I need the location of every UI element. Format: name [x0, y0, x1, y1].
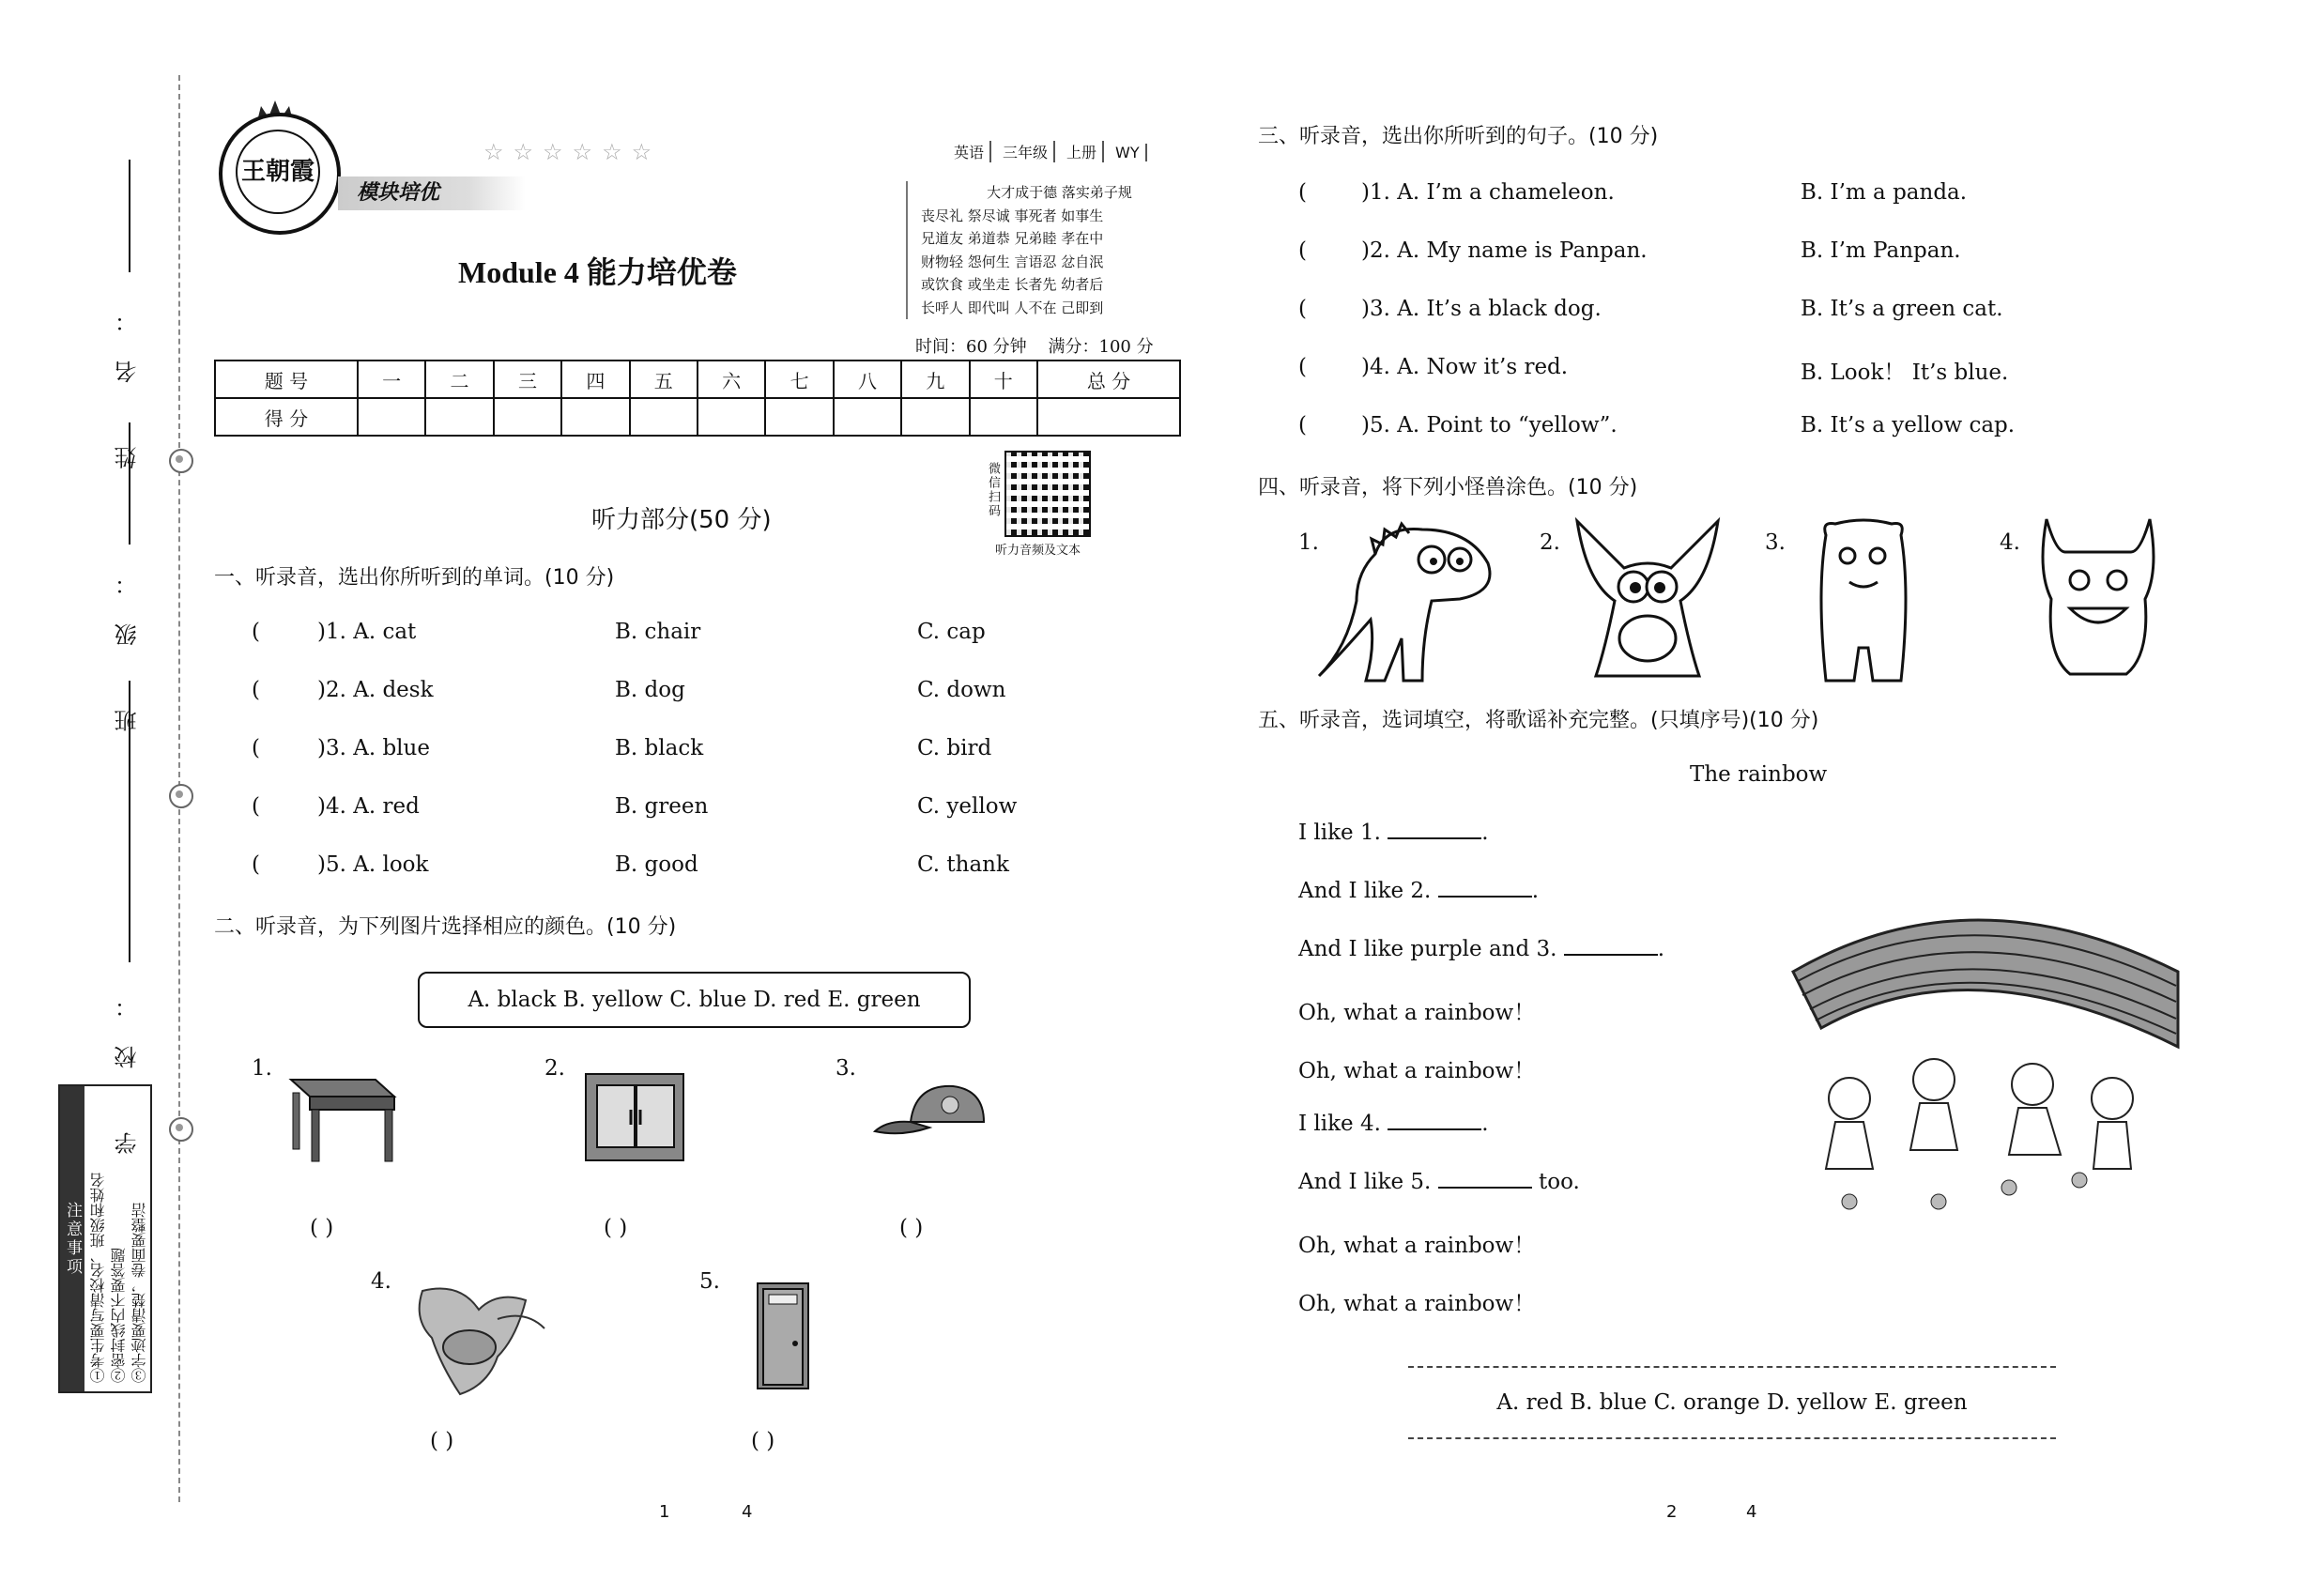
binding-hole-1 — [169, 449, 193, 473]
notice-item: ③字迹要清楚，卷面要整洁 — [130, 1203, 148, 1383]
lyric-line — [1298, 1112, 1489, 1136]
q1-item-a: )2. A. desk — [317, 678, 434, 702]
monster-2-picture — [1568, 516, 1727, 685]
lyric-text: Oh, what a rainbow！ — [1298, 1234, 1536, 1258]
lyric-text: I like 1. — [1298, 821, 1381, 845]
lyric-text: I like 4. — [1298, 1112, 1381, 1136]
score-input[interactable] — [970, 398, 1037, 436]
lyric-line — [1298, 1286, 1535, 1317]
answer-paren[interactable]: ( — [1298, 238, 1342, 263]
rainbow-kids-picture — [1784, 887, 2187, 1225]
name-line — [129, 160, 130, 272]
full-score: 满分：100 分 — [1048, 337, 1154, 357]
lyric-line — [1298, 821, 1489, 845]
proverb-line: 丧尽礼 祭尽诚 事死者 如事生 — [921, 207, 1104, 224]
q1-item-c: C. bird — [917, 736, 992, 760]
score-input[interactable] — [834, 398, 901, 436]
q3-item-b: B. I’m a panda. — [1801, 180, 1968, 205]
q2-num: 3. — [836, 1056, 856, 1081]
monster-3-picture — [1812, 516, 1915, 685]
q3-item-a: )4. A. Now it’s red. — [1361, 355, 1569, 379]
binding-hole-2 — [169, 784, 193, 808]
page-number: 4 — [742, 1502, 753, 1522]
answer-paren[interactable]: ( — [1298, 355, 1342, 379]
fill-blank[interactable] — [1564, 953, 1658, 956]
score-input[interactable] — [765, 398, 833, 436]
score-table — [214, 360, 1181, 437]
score-input[interactable] — [425, 398, 493, 436]
lyric-text: And I like purple and 3. — [1298, 937, 1557, 961]
answer-paren[interactable]: ( — [252, 736, 295, 760]
lyric-text: And I like 5. — [1298, 1170, 1432, 1194]
answer-paren[interactable]: ( — [252, 620, 295, 644]
q3-item-a: )5. A. Point to “yellow”. — [1361, 413, 1618, 437]
tag-edition: WY — [1110, 144, 1147, 161]
song-title: The rainbow — [1690, 762, 1828, 787]
score-cell: 总 分 — [1037, 361, 1180, 398]
q1-item-a: )3. A. blue — [317, 736, 430, 760]
q2-num: 5. — [699, 1269, 720, 1294]
answer-paren[interactable]: ( — [252, 852, 295, 877]
q3-item-b: B. It’s a green cat. — [1801, 297, 2003, 321]
answer-paren[interactable]: ( ) — [899, 1216, 924, 1240]
tag-subject: 英语 — [948, 141, 991, 162]
fill-blank[interactable] — [1438, 1186, 1532, 1189]
lyric-text: And I like 2. — [1298, 879, 1432, 903]
lyric-line — [1298, 879, 1539, 903]
fill-blank[interactable] — [1388, 836, 1481, 839]
proverb-line: 或饮食 或坐走 长者先 幼者后 — [921, 276, 1104, 293]
score-label: 得 分 — [215, 398, 358, 436]
qr-code[interactable] — [1004, 451, 1091, 537]
q3-item-b: B. Look！ It’s blue. — [1801, 361, 2009, 385]
q1-item-b: B. dog — [615, 678, 685, 702]
score-cell: 题 号 — [215, 361, 358, 398]
score-cell: 七 — [765, 361, 833, 398]
answer-paren[interactable]: ( — [252, 678, 295, 702]
q2-num: 2. — [544, 1056, 565, 1081]
answer-paren[interactable]: ( — [1298, 297, 1342, 321]
lyric-text: Oh, what a rainbow！ — [1298, 1292, 1536, 1316]
notice-item: ②密封线内不要答题 — [110, 1248, 128, 1383]
class-label: 班 级： — [115, 545, 141, 732]
q1-item-c: C. yellow — [917, 794, 1018, 819]
door-picture — [756, 1281, 812, 1392]
name-label: 姓 名： — [115, 282, 141, 469]
proverb-block — [906, 181, 1198, 319]
proverb-line: 兄道友 弟道恭 兄弟睦 孝在中 — [921, 230, 1104, 247]
answer-paren[interactable]: ( ) — [310, 1216, 334, 1240]
page-title: Module 4 能力培优卷 — [458, 255, 737, 289]
qr-caption: 听力音频及文本 — [995, 544, 1081, 558]
lyric-end: too. — [1539, 1170, 1580, 1194]
subject-tags — [948, 141, 1153, 162]
score-input[interactable] — [630, 398, 698, 436]
lyric-end: . — [1657, 937, 1665, 961]
lyric-line — [1298, 1053, 1535, 1084]
binding-hole-3 — [169, 1117, 193, 1142]
school-line — [129, 681, 130, 962]
q1-item-a: )5. A. look — [317, 852, 429, 877]
lyric-text: Oh, what a rainbow！ — [1298, 1059, 1536, 1083]
answer-paren[interactable]: ( ) — [430, 1429, 454, 1453]
fill-blank[interactable] — [1438, 895, 1532, 898]
page-number: 4 — [1746, 1502, 1757, 1522]
q5-word-options: A. red B. blue C. orange D. yellow E. green — [1408, 1366, 2056, 1439]
lyric-text: Oh, what a rainbow！ — [1298, 1001, 1536, 1025]
difficulty-stars: ☆☆☆☆☆☆ — [483, 139, 662, 165]
answer-paren[interactable]: ( — [1298, 180, 1342, 205]
score-input[interactable] — [494, 398, 561, 436]
score-value-row — [215, 398, 1180, 436]
proverb-line: 财物轻 怨何生 言语忍 忿自泯 — [921, 253, 1104, 270]
q3-item-a: )1. A. I’m a chameleon. — [1361, 180, 1615, 205]
qr-side-label: 微信扫码 — [986, 462, 1000, 518]
q1-item-b: B. black — [615, 736, 704, 760]
notice-box — [58, 1084, 152, 1393]
score-cell: 六 — [698, 361, 765, 398]
q1-item-a: )4. A. red — [317, 794, 420, 819]
desk-picture — [282, 1070, 399, 1164]
logo-text: 王朝霞 — [236, 130, 320, 214]
page-number: 1 — [659, 1502, 670, 1522]
q1-heading: 一、听录音，选出你所听到的单词。(10 分) — [214, 566, 615, 590]
lyric-line — [1298, 1170, 1580, 1194]
q4-heading: 四、听录音，将下列小怪兽涂色。(10 分) — [1258, 476, 1638, 499]
score-input[interactable] — [901, 398, 969, 436]
q2-color-options: A. black B. yellow C. blue D. red E. green — [418, 972, 971, 1028]
score-cell: 八 — [834, 361, 901, 398]
score-cell: 五 — [630, 361, 698, 398]
q1-item-b: B. green — [615, 794, 709, 819]
q1-item-c: C. cap — [917, 620, 986, 644]
q3-item-b: B. I’m Panpan. — [1801, 238, 1961, 263]
fill-blank[interactable] — [1388, 1128, 1481, 1130]
q4-num: 1. — [1298, 530, 1319, 555]
lyric-end: . — [1531, 879, 1539, 903]
score-input[interactable] — [358, 398, 425, 436]
lyric-line — [1298, 1228, 1535, 1259]
q5-heading: 五、听录音，选词填空，将歌谣补充完整。(只填序号)(10 分) — [1258, 709, 1819, 732]
score-cell: 四 — [561, 361, 629, 398]
lyric-line — [1298, 995, 1535, 1026]
score-input[interactable] — [1037, 398, 1180, 436]
q3-item-a: )2. A. My name is Panpan. — [1361, 238, 1648, 263]
score-cell: 三 — [494, 361, 561, 398]
score-input[interactable] — [561, 398, 629, 436]
score-cell: 九 — [901, 361, 969, 398]
notice-head: 注意事项 — [60, 1086, 84, 1391]
lyric-end: . — [1481, 1112, 1489, 1136]
answer-paren[interactable]: ( — [252, 794, 295, 819]
brand-logo — [219, 113, 341, 235]
score-header-row — [215, 361, 1180, 398]
school-label: 学 校： — [115, 967, 141, 1155]
q4-num: 3. — [1765, 530, 1786, 555]
q2-heading: 二、听录音，为下列图片选择相应的颜色。(10 分) — [214, 915, 677, 939]
monster-4-picture — [2037, 514, 2159, 688]
score-cell: 十 — [970, 361, 1037, 398]
answer-paren[interactable]: ( ) — [604, 1216, 628, 1240]
module-banner: 模块培优 — [338, 176, 526, 210]
lyric-line — [1298, 937, 1664, 961]
q1-item-c: C. down — [917, 678, 1006, 702]
monster-1-picture — [1319, 516, 1497, 685]
bird-picture — [404, 1281, 554, 1399]
q3-item-b: B. It’s a yellow cap. — [1801, 413, 2016, 437]
page-number: 2 — [1666, 1502, 1678, 1522]
tag-grade: 三年级 — [997, 141, 1055, 162]
answer-paren[interactable]: ( — [1298, 413, 1342, 437]
score-cell: 一 — [358, 361, 425, 398]
q1-item-a: )1. A. cat — [317, 620, 417, 644]
cap-picture — [873, 1075, 995, 1145]
score-cell: 二 — [425, 361, 493, 398]
q2-num: 1. — [252, 1056, 272, 1081]
listening-part-heading: 听力部分(50 分) — [591, 506, 772, 534]
q3-heading: 三、听录音，选出你所听到的句子。(10 分) — [1258, 125, 1659, 148]
q1-item-b: B. chair — [615, 620, 701, 644]
tag-volume: 上册 — [1061, 141, 1104, 162]
q1-item-b: B. good — [615, 852, 698, 877]
proverb-line: 长呼人 即代叫 人不在 己即到 — [921, 299, 1104, 316]
notice-item: ①考生要写清校名、班级和姓名 — [89, 1173, 107, 1383]
q4-num: 4. — [2000, 530, 2020, 555]
q4-num: 2. — [1540, 530, 1560, 555]
proverb-title: 大才成于德 落实弟子规 — [987, 184, 1132, 201]
q3-item-a: )3. A. It’s a black dog. — [1361, 297, 1602, 321]
lyric-end: . — [1481, 821, 1489, 845]
time-limit: 时间：60 分钟 — [915, 337, 1027, 357]
score-input[interactable] — [698, 398, 765, 436]
q1-item-c: C. thank — [917, 852, 1009, 877]
time-info — [915, 333, 1154, 358]
answer-paren[interactable]: ( ) — [751, 1429, 775, 1453]
window-picture — [584, 1072, 687, 1164]
class-line — [129, 422, 130, 545]
q2-num: 4. — [371, 1269, 391, 1294]
